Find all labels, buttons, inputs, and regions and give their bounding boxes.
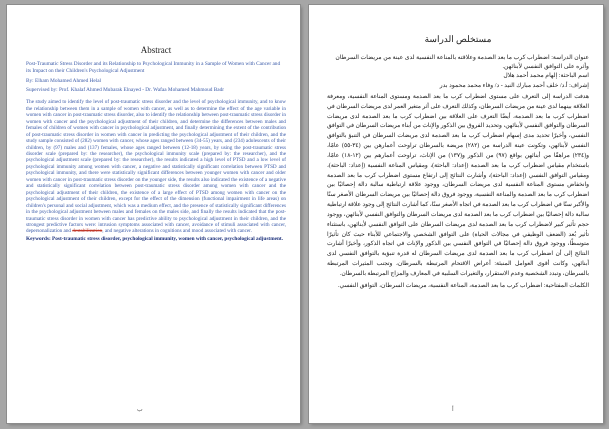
struck-word: destabilization [72, 228, 103, 235]
author-line: By: Elham Mohamed Ahmed Helal [26, 78, 102, 85]
english-abstract-page [7, 5, 300, 423]
arabic-keywords: الكلمات المفتاحية: اضطراب كرب ما بعد الصدمة، المناعة النفسية، مريضات السرطان، التوافق النفسي. [337, 282, 589, 289]
arabic-body: هدفت الدراسة إلى التعرف على مستوى اضطراب كرب ما بعد الصدمة ومستوى المناعة النفسية، ومعرفة العلاقة بينهما لدى عينة من مريضات السرطان، وكذلك التعرف على أثر متغير العمر لدى مريضات السرطان في اضطراب كرب ما بعد الصدمة، أيضًا التعرف على العلاقة بين اضطراب كرب ما بعد الصدمة لدى مريضات السرطان والتوافق النفسي لأبنائهن، وتحديد الفروق بين الذكور والإناث من أبناء مريضات السرطان في التوافق النفسي، وأخيرًا تحديد مدى إسهام اضطراب كرب ما بعد الصدمة لدى مريضات السرطان في التنبؤ بالتوافق النفسي لأبنائهن، وتكونت عينة الدراسة من (٢٨٢) مريضة بالسرطان تراوحت أعمارهن بين (٣٤-٥٥) عامًا، و(٢٣٤) مراهقًا من أبنائهن بواقع (٩٧) من الذكور و(١٣٧) من الإناث، تراوحت أعمارهم بين (١٢-١٨) عامًا، باستخدام مقياس اضطراب كرب ما بعد الصدمة (إعداد: الباحثة)، ومقياس المناعة النفسية (إعداد: الباحثة)، ومقياس التوافق النفسي (إعداد: الباحثة)، وأشارت النتائج إلى ارتفاع مستوى اضطراب كرب ما بعد الصدمة وانخفاض مستوى المناعة النفسية لدى مريضات السرطان، ووجود علاقة ارتباطية سالبة دالة إحصائيًا بين اضطراب كرب ما بعد الصدمة والمناعة النفسية، ووجود فروق دالة إحصائيًا بين مريضات السرطان الأصغر سنًا والأكبر سنًا في اضطراب كرب ما بعد الصدمة في اتجاه الأصغر سنًا، كما أشارت النتائج إلى وجود علاقة ارتباطية سالبة دالة إحصائيًا بين اضطراب كرب ما بعد الصدمة لدى مريضات السرطان والتوافق النفسي لأبنائهن، ووجود حجم تأثير كبير لاضطراب كرب ما بعد الصدمة لدى مريضات السرطان على التوافق النفسي لأبنائهن، باستثناء تأثير بُعد (الضعف الوظيفي في مجالات الحياة) على التوافق الشخصي والاجتماعي للأبناء حيث كان تأثيرًا متوسطًا، ووجود فروق دالة إحصائيًا في التوافق النفسي بين الذكور والإناث في اتجاه الذكور، وأخيرًا أشارت النتائج إلى أن اضطراب كرب ما بعد الصدمة لدى مريضات السرطان له قدرة تنبؤية بالتوافق النفسي لدى أبنائهن، وكانت أقوى العوامل المنبئة: أعراض الاقتحام المرتبطة بالسرطان، وتجنب المثيرات المرتبطة بالسرطان، وتبدد الشخصية وعدم الاستقرار، والتغيرات السلبية في المعارف والمزاج المرتبطة بالسرطان. [327, 93, 589, 277]
arabic-summary-content [327, 31, 589, 291]
arabic-summary-page [309, 5, 603, 423]
researcher-line: اسم الباحثة: إلهام محمد أحمد هلال [503, 73, 589, 80]
supervisors-line: Supervised by: Prof. Khalaf Ahmed Mubarak Elnayed - Dr. Wafaa Mohamed Mahmoud Badr [26, 86, 225, 93]
abstract-body-part2: , and negative alterations in cognitions and mood associated with cancer. [102, 228, 252, 235]
abstract-title: Abstract [140, 45, 172, 55]
page-number: ب [137, 407, 143, 413]
abstract-body [26, 99, 286, 235]
abstract-content [26, 31, 286, 242]
keywords: Keywords: Post-traumatic stress disorder, psychological immunity, women with cancer, psychological adjustment. [26, 235, 283, 242]
abstract-body-part1: The study aimed to identify the level of post-traumatic stress disorder and the level of psychological immunity, and to know the relationship between them in a sample of women with cancer, as well as to determine the effect of the age variable in women with cancer in post-traumatic stress disorder, also to identify the relationship between post-traumatic stress disorder in women with cancer and the psychological adjustment of their children, and determine the differences between males and females of children of women with cancer in psychological adjustment, and finally determining the extent of the contribution of post-traumatic stress disorder in women with cancer in predicting the psychological adjustment of their children, and the study sample consisted of (282) women with cancer, whose ages ranged between (34-55) years, and (234) adolescents of their children, by (97) males and (137) females, whose ages ranged between (12-18) years, by using the post-traumatic stress disorder scale (prepared by: the researcher), the psychological immunity scale (prepared by: the researcher), and the psychological adjustment scale (prepared by: the researcher), the results indicated a high level of PTSD and a low level of psychological immunity among women with cancer, a negative and statistically significant correlation between PTSD and psychological immunity, and there were statistically significant differences between younger women with cancer and older women with cancer in post-traumatic stress disorder on the younger side, the results also indicated the existence of a negative and statistically significant correlation between post-traumatic stress disorder among women with cancer and the psychological adjustment of their children, the existence of a large effect of PTSD among women with cancer on the psychological adjustment of their children, except for the effect of the dimension (functional impairment in life areas) on children's personal and social adjustment, which was a medium effect, and the presence of statistically significant differences in the psychological adjustment between males and females on the males side, and finally the results indicated that the post-traumatic stress disorder in women with cancer has predictive ability to psychological adjustment in their children, and the strongest predictive factors were: intrusion symptoms associated with cancer, avoidance of stimuli associated with cancer, depersonalization and [26, 99, 286, 235]
page-number: أ [452, 407, 454, 413]
arabic-title: مستخلص الدراسة [424, 34, 492, 44]
study-title: Post-Traumatic Stress Disorder and its Relationship to Psychological Immunity in a Sample of Women with Cancer and its Impact on their Children's Psychological Adjustment [26, 61, 281, 74]
research-title-line: عنوان الدراسة: اضطراب كرب ما بعد الصدمة وعلاقته بالمناعة النفسية لدى عينة من مريضات السرطان وأثره على التوافق النفسي لأبنائهن. [335, 55, 589, 71]
supervision-line: إشراف: أ.د/ خلف أحمد مبارك النيد - د/ وفاء محمد محمود بدر [439, 82, 589, 89]
